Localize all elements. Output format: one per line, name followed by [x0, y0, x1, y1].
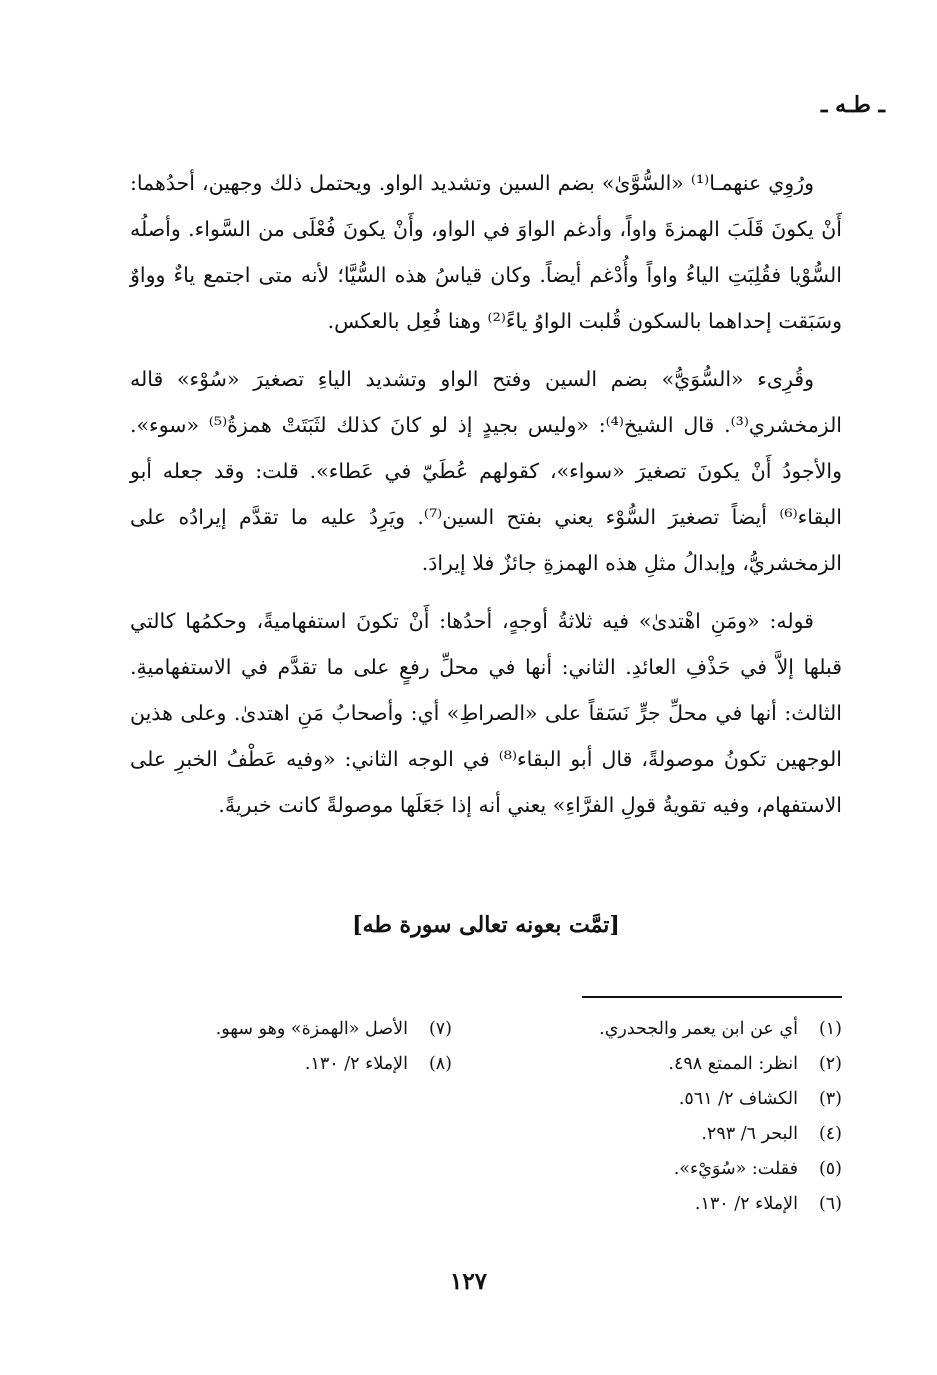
- footnote-item: [132, 1047, 452, 1082]
- footnote-number: (٢): [818, 1054, 842, 1074]
- footnote-text: انظر: الممتع ٤٩٨.: [668, 1054, 798, 1074]
- running-head: ـ طـه ـ: [821, 92, 885, 118]
- footnotes-column-2: [132, 1012, 452, 1082]
- footnote-item: [522, 1047, 842, 1082]
- footnote-text: أي عن ابن يعمر والجحدري.: [599, 1019, 798, 1039]
- footnote-separator: [582, 996, 842, 998]
- paragraph-2: وقُرِىء «السُّوَيُّ» بضم السين وفتح الواو وتشديد الياءِ تصغيرَ «سُوْء» قاله الزمخشري⁽³⁾. قال الشيخ⁽⁴⁾: «وليس بجيدٍ إذ لو كانَ كذلك لثَبَتَتْ همزةُ⁽⁵⁾ «سوء». والأجودُ أَنْ يكونَ تصغيرَ «سواء»، كقولهم عُطَيّ في عَطاء». قلت: وقد جعله أبو البقاء⁽⁶⁾ أيضاً تصغيرَ السُّوْء يعني بفتح السين⁽⁷⁾. ويَرِدُ عليه ما تقدَّم إيرادُه على الزمخشريُّ، وإبدالُ مثلِ هذه الهمزةِ جائزٌ فلا إيرادَ.: [130, 367, 843, 575]
- footnote-text: الإملاء ٢/ ١٣٠.: [694, 1194, 798, 1214]
- footnote-text: الإملاء ٢/ ١٣٠.: [304, 1054, 408, 1074]
- footnote-text: فقلت: «سُوَيْء».: [673, 1159, 798, 1179]
- footnote-item: [522, 1117, 842, 1152]
- page-number: ١٢٧: [449, 1268, 488, 1295]
- footnote-number: (٣): [818, 1089, 842, 1109]
- main-text: [130, 160, 842, 840]
- footnote-number: (٨): [428, 1054, 452, 1074]
- footnotes-column-1: [522, 1012, 842, 1222]
- footnote-text: الأصل «الهمزة» وهو سهو.: [215, 1019, 408, 1039]
- paragraph-3: قوله: «ومَنِ اهْتدىٰ» فيه ثلاثةُ أوجهٍ، أحدُها: أَنْ تكونَ استفهاميةً، وحكمُها كالتي قبلها إلاَّ في حَذْفِ العائدِ. الثاني: أنها في محلِّ رفعٍ على ما تقدَّم في الاستفهاميةِ. الثالث: أنها في محلِّ جرٍّ نَسَقاً على «الصراطِ» أي: وأصحابُ مَنِ اهتدىٰ. وعلى هذين الوجهين تكونُ موصولةً، قال أبو البقاء⁽⁸⁾ في الوجه الثاني: «وفيه عَطْفُ الخبرِ على الاستفهام، وفيه تقويةُ قولِ الفرَّاءِ» يعني أنه إذا جَعَلَها موصولةً كانت خبريةً.: [130, 609, 842, 817]
- footnote-text: البحر ٦/ ٢٩٣.: [701, 1124, 798, 1144]
- footnote-number: (٤): [818, 1124, 842, 1144]
- footnote-text: الكشاف ٢/ ٥٦١.: [678, 1089, 798, 1109]
- surah-closing-note: [تمَّت بعونه تعالى سورة طه]: [352, 912, 620, 938]
- footnote-item: [522, 1152, 842, 1187]
- footnote-number: (٧): [428, 1019, 452, 1039]
- footnote-item: [522, 1012, 842, 1047]
- footnote-number: (١): [818, 1019, 842, 1039]
- footnote-item: [522, 1187, 842, 1222]
- footnote-item: [132, 1012, 452, 1047]
- footnote-item: [522, 1082, 842, 1117]
- footnote-number: (٥): [818, 1159, 842, 1179]
- footnote-number: (٦): [818, 1194, 842, 1214]
- paragraph-1: ورُوِي عنهمـا⁽¹⁾ «السُّوَّىٰ» بضم السين وتشديد الواو. ويحتمل ذلك وجهين، أحدُهما: أَنْ يكونَ قَلَبَ الهمزةَ واواً، وأدغم الواوَ في الواو، وأَنْ يكونَ فُعْلَى من السَّواء. وأصلُه السُّوْيا فقُلِبَتِ الياءُ واواً وأُدْغم أيضاً. وكان قياسُ هذه السُّيَّا؛ لأنه متى اجتمع ياءٌ وواوٌ وسَبَقت إحداهما بالسكون قُلبت الواوُ ياءً⁽²⁾ وهنا فُعِل بالعكس.: [130, 171, 842, 333]
